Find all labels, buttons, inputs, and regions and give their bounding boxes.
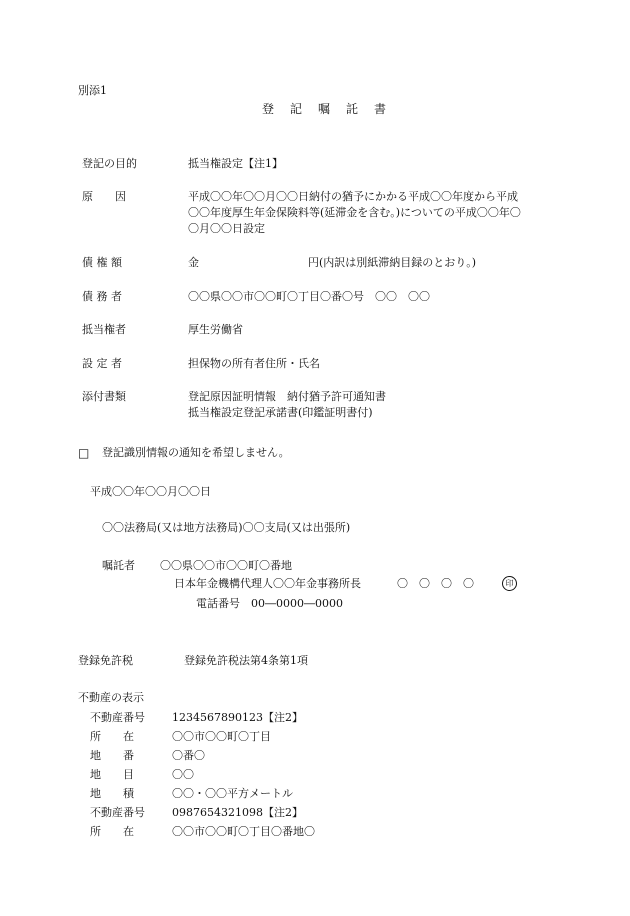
requester-address: 〇〇県〇〇市〇〇町〇番地 bbox=[160, 559, 292, 572]
field-value-grantor: 担保物の所有者住所・氏名 bbox=[188, 357, 320, 370]
field-value-claim-amount: 円(内訳は別紙滞納目録のとおり。) bbox=[308, 256, 477, 269]
field-label-debtor: 債 務 者 bbox=[82, 290, 122, 303]
property-row-label: 地 番 bbox=[90, 749, 134, 762]
notice-text: 登記識別情報の通知を希望しません。 bbox=[102, 446, 290, 459]
field-value-attachments-line1: 登記原因証明情報 納付猶予許可通知書 bbox=[188, 390, 386, 403]
notice-checkbox: □ bbox=[78, 446, 90, 460]
field-value-purpose: 抵当権設定【注1】 bbox=[188, 157, 283, 170]
property-row-label: 地 目 bbox=[90, 768, 134, 781]
field-value-cause-line3: 〇月〇〇日設定 bbox=[188, 222, 265, 235]
property-row-value: 〇〇市〇〇町〇丁目 bbox=[172, 730, 271, 743]
field-value-debtor: 〇〇県〇〇市〇〇町〇丁目〇番〇号 〇〇 〇〇 bbox=[188, 290, 430, 303]
property-row-label: 地 積 bbox=[90, 787, 134, 800]
field-label-mortgagee: 抵当権者 bbox=[82, 323, 126, 336]
field-label-grantor: 設 定 者 bbox=[82, 357, 122, 370]
tax-label: 登録免許税 bbox=[78, 654, 133, 667]
property-row-value: 〇番〇 bbox=[172, 749, 205, 762]
requester-agent: 日本年金機構代理人〇〇年金事務所長 bbox=[174, 577, 361, 590]
property-row-value: 〇〇・〇〇平方メートル bbox=[172, 787, 293, 800]
property-row-value: 〇〇 bbox=[172, 768, 194, 781]
field-value-claim-currency: 金 bbox=[188, 256, 199, 269]
property-row-label: 所 在 bbox=[90, 730, 134, 743]
field-label-attachments: 添付書類 bbox=[82, 390, 126, 403]
document-title: 登 記 嘱 託 書 bbox=[262, 102, 389, 116]
field-label-cause: 原 因 bbox=[82, 190, 126, 203]
annex-label: 別添1 bbox=[78, 84, 107, 97]
field-label-purpose: 登記の目的 bbox=[82, 157, 137, 170]
document-date: 平成〇〇年〇〇月〇〇日 bbox=[90, 485, 211, 498]
tax-value: 登録免許税法第4条第1項 bbox=[184, 654, 308, 667]
property-row-label: 所 在 bbox=[90, 825, 134, 838]
property-row-value: 0987654321098【注2】 bbox=[172, 806, 303, 819]
field-value-cause-line2: 〇〇年度厚生年金保険料等(延滞金を含む。)についての平成〇〇年〇 bbox=[188, 206, 521, 219]
seal-stamp: 印 bbox=[502, 576, 517, 591]
field-value-cause-line1: 平成〇〇年〇〇月〇〇日納付の猶予にかかる平成〇〇年度から平成 bbox=[188, 190, 518, 203]
property-row-label: 不動産番号 bbox=[90, 711, 145, 724]
property-heading: 不動産の表示 bbox=[78, 691, 144, 704]
property-row-value: 〇〇市〇〇町〇丁目〇番地〇 bbox=[172, 825, 315, 838]
property-row-label: 不動産番号 bbox=[90, 806, 145, 819]
registry-office: 〇〇法務局(又は地方法務局)〇〇支局(又は出張所) bbox=[102, 521, 351, 534]
field-value-mortgagee: 厚生労働省 bbox=[188, 323, 243, 336]
requester-phone: 電話番号 00―0000―0000 bbox=[196, 597, 343, 610]
property-row-value: 1234567890123【注2】 bbox=[172, 711, 303, 724]
requester-label: 嘱託者 bbox=[102, 559, 135, 572]
field-value-attachments-line2: 抵当権設定登記承諾書(印鑑証明書付) bbox=[188, 406, 373, 419]
requester-name: 〇 〇 〇 〇 bbox=[397, 577, 474, 590]
field-label-claim-amount: 債 権 額 bbox=[82, 256, 122, 269]
